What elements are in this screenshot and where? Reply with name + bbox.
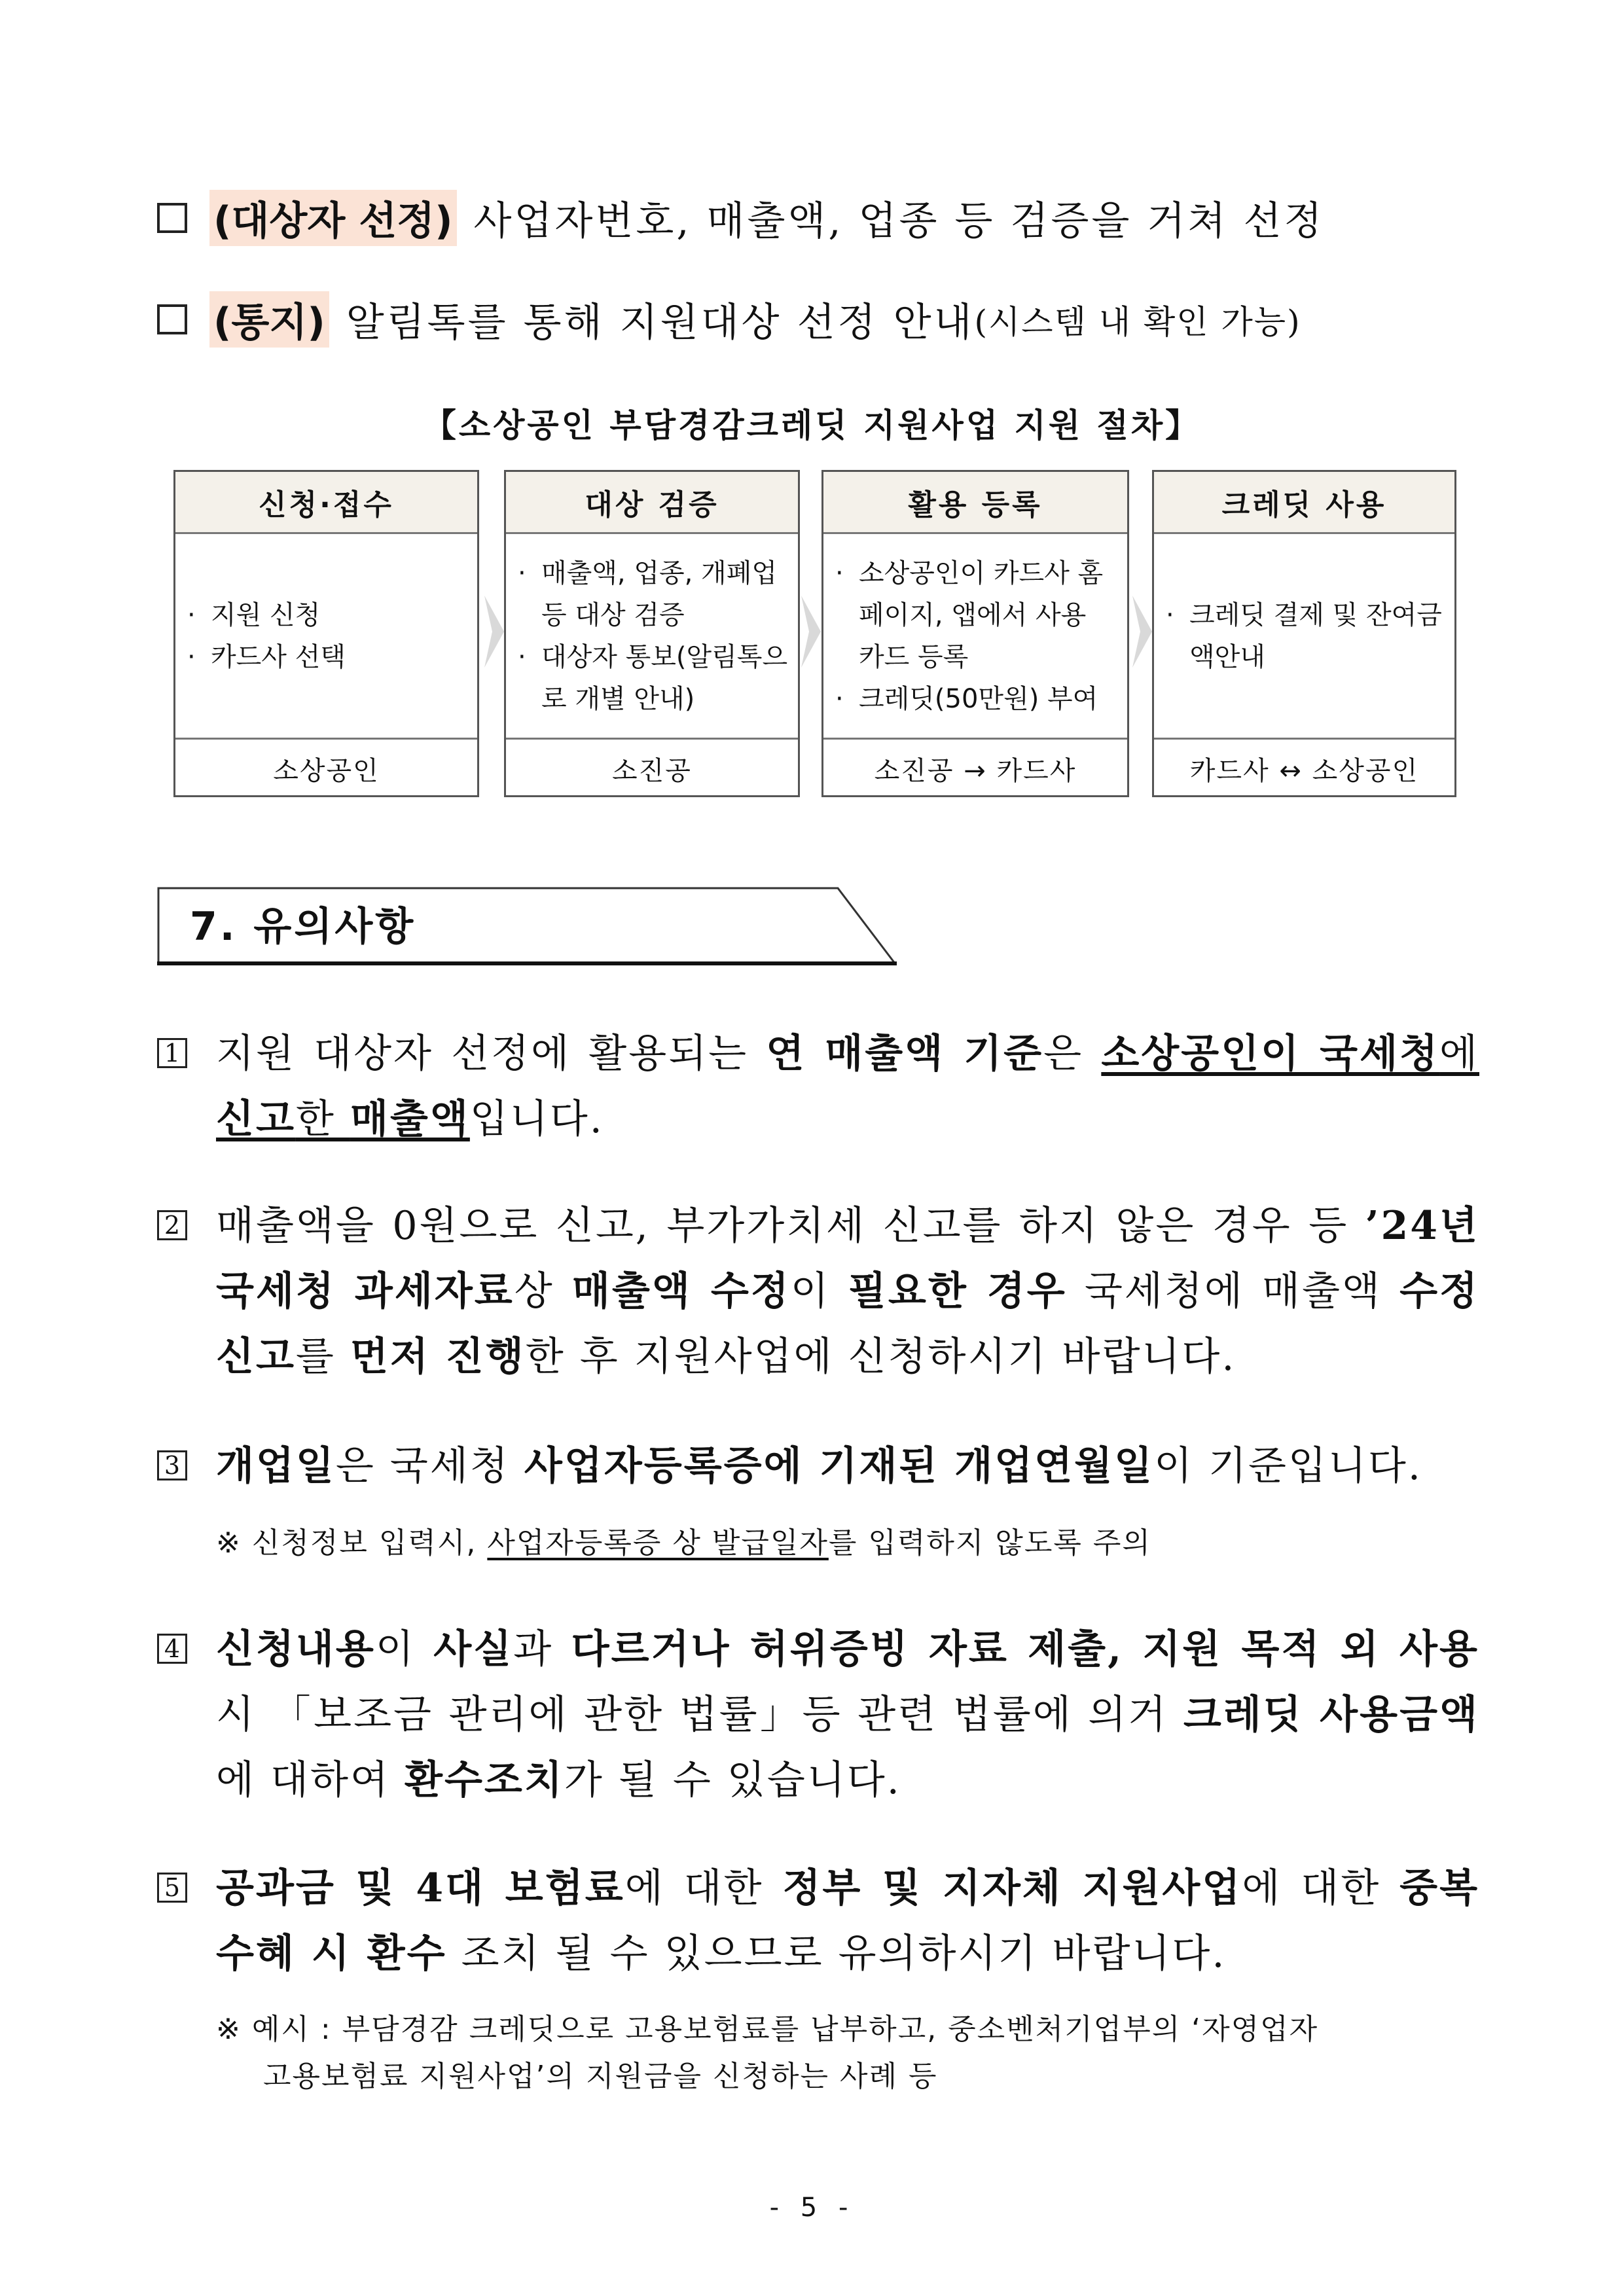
checkbox-square-icon (157, 203, 187, 233)
flow-step-body (506, 534, 798, 740)
flow-step-body (823, 534, 1127, 740)
note-text (216, 1021, 1479, 1152)
remark-suffix: 를 입력하지 않도록 주의 (828, 1526, 1151, 1560)
note-4 (157, 1617, 1479, 1813)
note-text-run: 에 대한 (624, 1865, 783, 1911)
flow-step-actor: 소상공인 (273, 755, 380, 786)
flow-step-header: 크레딧 사용 (1154, 472, 1454, 534)
note-text-run: 한 (295, 1096, 350, 1142)
note-text (216, 1856, 1479, 1986)
flow-step-apply (173, 470, 479, 797)
remark-line: ※ 예시 : 부담경감 크레딧으로 고용보험료를 납부하고, 중소벤처기업부의 ‘자영업자 (216, 2013, 1319, 2046)
note-text-run: 매출액을 0원으로 신고, 부가가치세 신고를 하지 않은 경우 등 (216, 1203, 1365, 1249)
note-text-run: 이 (790, 1268, 848, 1314)
flow-step-item: · 크레딧(50만원) 부여 (835, 683, 1098, 714)
note-text-run: 필요한 경우 (848, 1268, 1067, 1314)
flow-step-item: · 크레딧 결제 및 잔여금액안내 (1166, 600, 1442, 672)
note-text-run: 이 기준입니다. (1154, 1443, 1422, 1489)
remark-line: 고용보험료 지원사업’의 지원금을 신청하는 사례 등 (263, 2060, 938, 2093)
note-text-run: 정부 및 지자체 지원사업 (782, 1865, 1242, 1911)
note-text-run: 에 (1439, 1031, 1479, 1077)
note-number: 2 (157, 1210, 187, 1240)
note-text-run: 수정신고 (216, 1268, 1479, 1380)
note-text-run: 크레딧 사용금액 (1183, 1692, 1479, 1738)
note-text-run: 지원 대상자 선정에 활용되는 (216, 1031, 767, 1077)
note-text (216, 1433, 1479, 1499)
note-2 (157, 1193, 1479, 1390)
note-text-run: 가 될 수 있습니다. (564, 1757, 901, 1803)
note-3-remark (216, 1520, 1151, 1567)
note-text-run: 과 (513, 1626, 571, 1672)
flow-step-header: 대상 검증 (506, 472, 798, 534)
note-text-run: 사업자등록증에 기재된 개업연월일 (524, 1443, 1155, 1489)
note-text-run: 중복 수혜 시 환수 (216, 1865, 1480, 1977)
chevron-right-icon (1131, 596, 1153, 668)
flow-step-header: 활용 등록 (823, 472, 1127, 534)
note-1 (157, 1021, 1479, 1152)
bullet-tag: (통지) (209, 291, 329, 348)
note-number: 5 (157, 1873, 187, 1903)
note-text-run: 환수조치 (404, 1757, 564, 1803)
flow-step-item: · 소상공인이 카드사 홈페이지, 앱에서 사용 카드 등록 (835, 558, 1104, 672)
note-text-run: 공과금 및 4대 보험료 (216, 1865, 625, 1911)
flow-step-item: · 대상자 통보(알림톡으로 개별 안내) (518, 641, 788, 714)
flow-step-item: · 카드사 선택 (187, 641, 346, 672)
note-5-remark (216, 2006, 1318, 2100)
flow-step-item: · 매출액, 업종, 개폐업 등 대상 검증 (518, 558, 777, 630)
note-text (216, 1617, 1479, 1813)
bullet-suffix: (시스템 내 확인 가능) (974, 303, 1301, 341)
note-text-run: 시 「보조금 관리에 관한 법률」등 관련 법률에 의거 (216, 1692, 1183, 1738)
flow-step-body (1154, 534, 1454, 740)
note-text-run: 연 매출액 기준 (766, 1031, 1044, 1077)
flow-step-body (175, 534, 477, 740)
note-text-run: 신청내용 (216, 1626, 376, 1672)
flow-step-actor: 카드사 ↔ 소상공인 (1189, 755, 1419, 786)
bullet-text: 알림톡를 통해 지원대상 선정 안내 (346, 300, 975, 346)
note-text-run: 상 (514, 1268, 572, 1314)
note-number: 1 (157, 1038, 187, 1068)
note-text-run: 다르거나 허위증빙 자료 제출, 지원 목적 외 사용 (571, 1626, 1479, 1672)
flow-step-use (1152, 470, 1456, 797)
note-text-run: 소상공인이 국세청 (1101, 1031, 1440, 1077)
note-text-run: 매출액 (350, 1096, 470, 1142)
flow-step-actor: 소진공 → 카드사 (874, 755, 1077, 786)
chevron-right-icon (800, 596, 822, 668)
note-number: 3 (157, 1450, 187, 1480)
bullet-tag: (대상자 선정) (209, 190, 457, 246)
note-text (216, 1193, 1479, 1390)
note-text-run: 에 대한 (1242, 1865, 1400, 1911)
note-text-run: 은 국세청 (335, 1443, 524, 1489)
remark-underlined: 사업자등록증 상 발급일자 (487, 1526, 829, 1560)
note-text-run: ’24년 국세청 과세자료 (216, 1203, 1479, 1314)
chevron-right-icon (483, 596, 505, 668)
flow-step-item: · 지원 신청 (187, 600, 321, 630)
flow-step-verify (504, 470, 800, 797)
note-3 (157, 1433, 1479, 1499)
note-text-run: 입니다. (469, 1096, 604, 1142)
note-text-run: 를 (295, 1334, 350, 1380)
section-title: 7. 유의사항 (190, 904, 416, 950)
procedure-title: 【소상공인 부담경감크레딧 지원사업 지원 절차】 (423, 406, 1201, 444)
flow-step-header: 신청·접수 (175, 472, 477, 534)
note-number: 4 (157, 1634, 187, 1664)
note-text-run: 한 후 지원사업에 신청하시기 바랍니다. (525, 1334, 1236, 1380)
note-text-run: 조치 될 수 있으므로 유의하시기 바랍니다. (446, 1931, 1227, 1977)
bullet-selection (157, 190, 1324, 246)
note-text-run: 에 대하여 (216, 1757, 405, 1803)
page-number: - 5 - (769, 2193, 855, 2223)
note-text-run: 신고 (216, 1096, 296, 1142)
flow-step-register (821, 470, 1129, 797)
note-5 (157, 1856, 1479, 1986)
remark-prefix: ※ 신청정보 입력시, (216, 1526, 488, 1560)
note-text-run: 이 (375, 1626, 434, 1672)
note-text-run: 개업일 (216, 1443, 336, 1489)
checkbox-square-icon (157, 304, 187, 334)
note-text-run: 국세청에 매출액 (1066, 1268, 1400, 1314)
flow-step-actor: 소진공 (612, 755, 692, 786)
bullet-notification (157, 291, 1301, 348)
note-text-run: 먼저 진행 (350, 1334, 526, 1380)
note-text-run: 은 (1043, 1031, 1102, 1077)
note-text-run: 사실 (433, 1626, 514, 1672)
bullet-text: 사업자번호, 매출액, 업종 등 검증을 거쳐 선정 (473, 198, 1325, 244)
note-text-run: 매출액 수정 (571, 1268, 791, 1314)
